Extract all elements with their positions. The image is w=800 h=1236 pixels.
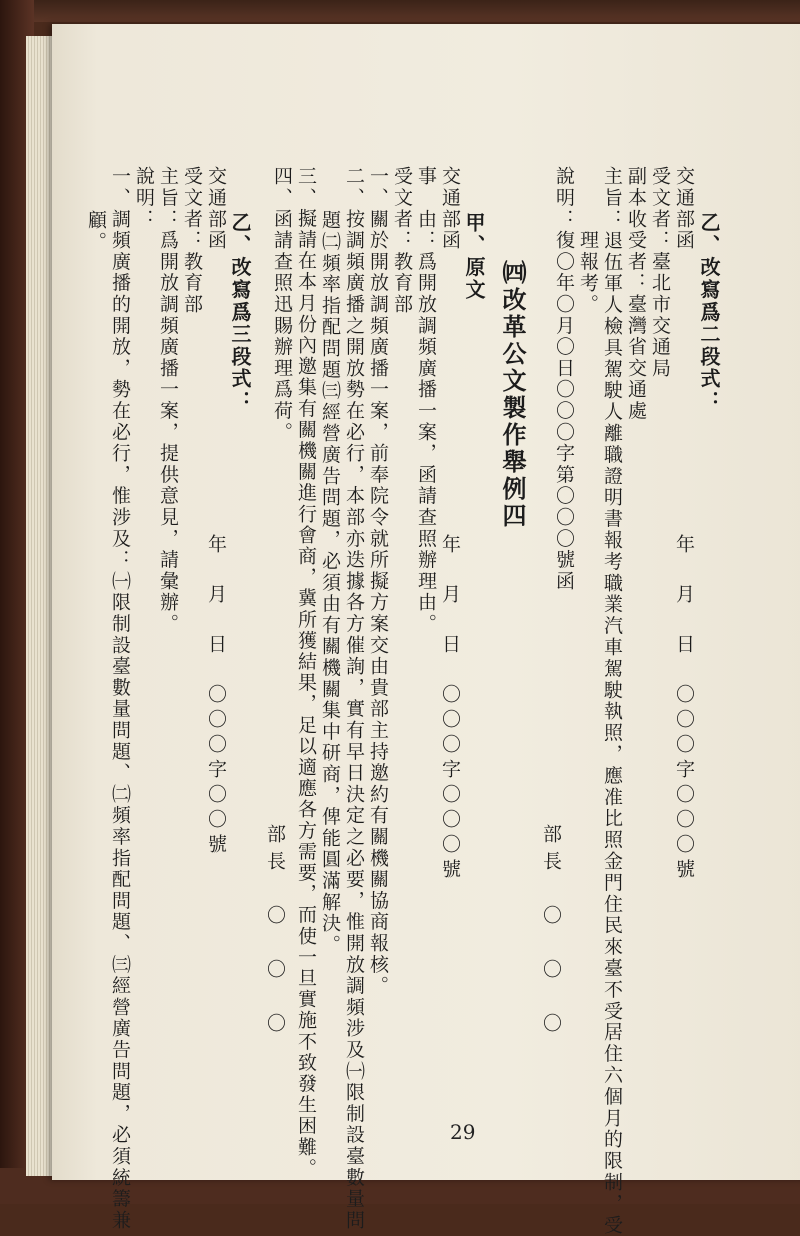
- section-a-heading: 乙、改寫爲二段式：: [697, 212, 721, 413]
- section-a-date-line: 年 月 日 〇〇〇字〇〇〇號: [673, 534, 695, 884]
- section-b-paragraph-2-line1: 二、按調頻廣播之開放勢在必行，本部亦迭據各方催詢，實有早日決定之必要，惟開放調頻涉及㈠限制設臺數量問: [343, 166, 365, 1231]
- section-a-explanation: 說明：復〇年〇月〇日〇〇〇字第〇〇〇號函: [553, 166, 575, 592]
- section-b-date-line: 年 月 日 〇〇〇字〇〇〇號: [439, 534, 461, 884]
- book-page: [52, 24, 800, 1236]
- section-b-signature: 部長 〇 〇 〇: [264, 824, 286, 1040]
- book-cover-top: [0, 0, 800, 22]
- section-b-recipient: 受文者：教育部: [391, 166, 413, 316]
- section-c-heading: 乙、改寫爲三段式：: [228, 212, 252, 413]
- page-number: 29: [450, 1120, 476, 1144]
- section-b-subject: 事 由：爲開放調頻廣播一案，函請查照辦理由。: [415, 166, 437, 635]
- section-b-paragraph-3: 三、擬請在本月份內邀集有關機關進行會商，冀所獲結果，足以適應各方需要，而使一旦實施不致發生困難。: [295, 166, 317, 1179]
- section-a-recipient: 受文者：臺北市交通局: [649, 166, 671, 379]
- section-a-sender: 交通部函: [673, 166, 695, 252]
- section-c-recipient: 受文者：教育部: [181, 166, 203, 316]
- section-c-paragraph-1-line1: 一、調頻廣播的開放，勢在必行，惟涉及：㈠限制設臺數量問題、㈡頻率指配問題、㈢經營廣告問題，必須統籌兼: [109, 166, 131, 1231]
- section-b-sender: 交通部函: [439, 166, 461, 252]
- section-b-paragraph-2-line2: 題㈡頻率指配問題㈢經營廣告問題，必須由有關機關集中研商，俾能圓滿解決。: [319, 210, 341, 956]
- section-a-signature: 部長 〇 〇 〇: [540, 824, 562, 1040]
- example-title: ㈣改革公文製作舉例四: [498, 260, 527, 530]
- section-c-paragraph-1-line2: 顧。: [85, 210, 107, 253]
- section-b-paragraph-4: 四、函請查照迅賜辦理爲荷。: [271, 166, 293, 443]
- section-c-subject: 主旨：爲開放調頻廣播一案，提供意見，請彙辦。: [157, 166, 179, 635]
- section-c-sender: 交通部函: [205, 166, 227, 252]
- section-c-date-line: 年 月 日 〇〇〇字〇〇號: [205, 534, 227, 859]
- section-a-subject-line1: 主旨：退伍軍人檢具駕駛人離職證明書報考職業汽車駕駛執照，應准比照金門住民來臺不受居住六個月的限制，受: [601, 166, 623, 1236]
- section-b-heading: 甲、原文: [462, 212, 486, 302]
- section-a-cc: 副本收受者：臺灣省交通處: [625, 166, 647, 422]
- section-a-subject-line2: 理報考。: [577, 230, 599, 316]
- section-b-paragraph-1: 一、關於開放調頻廣播一案，前奉院令就所擬方案交由貴部主持邀約有關機關協商報核。: [367, 166, 389, 997]
- section-c-explanation-label: 說明：: [133, 166, 155, 230]
